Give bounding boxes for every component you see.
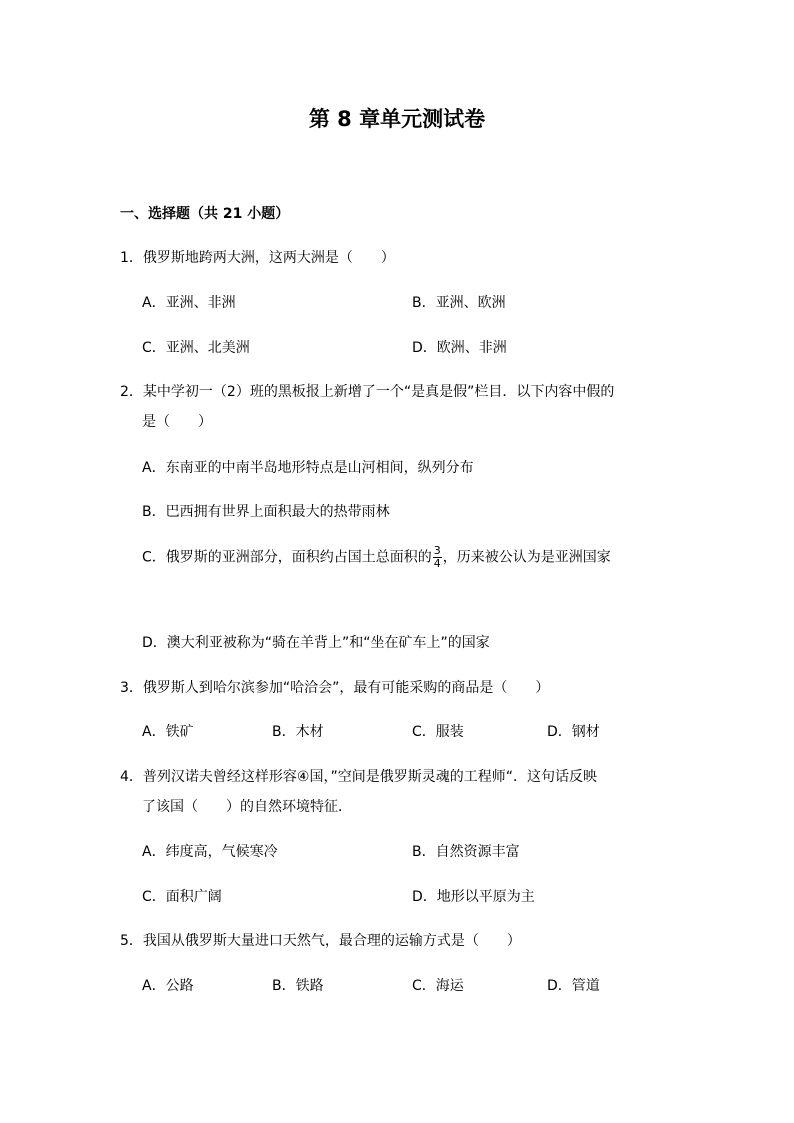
question-1-stem: 1．俄罗斯地跨两大洲，这两大洲是（ ） bbox=[120, 250, 395, 266]
question-5-option-d: D．管道 bbox=[547, 978, 600, 994]
question-2-stem-line-1: 2．某中学初一（2）班的黑板报上新增了一个“是真是假”栏目．以下内容中假的 bbox=[120, 384, 615, 400]
question-3-option-d: D．钢材 bbox=[547, 724, 600, 740]
question-4-stem-line-2: 了该国（ ）的自然环境特征． bbox=[142, 799, 352, 815]
question-3-option-c: C．服装 bbox=[412, 724, 464, 740]
question-2-option-c-tail: ，历来被公认为是亚洲国家 bbox=[442, 549, 611, 566]
question-4-option-c: C．面积广阔 bbox=[142, 889, 222, 905]
question-4-option-d: D．地形以平原为主 bbox=[412, 889, 535, 905]
question-4-option-a: A．纬度高，气候寒冷 bbox=[142, 844, 278, 860]
question-1-option-c: C．亚洲、北美洲 bbox=[142, 340, 250, 356]
question-5-stem: 5．我国从俄罗斯大量进口天然气，最合理的运输方式是（ ） bbox=[120, 933, 521, 949]
question-4-stem-line-1: 4．普列汉诺夫曾经这样形容④国，”空间是俄罗斯灵魂的工程师“．这句话反映 bbox=[120, 769, 597, 785]
fraction bbox=[433, 545, 442, 570]
question-2-option-d: D．澳大利亚被称为“骑在羊背上”和“坐在矿车上”的国家 bbox=[142, 635, 490, 651]
question-3-option-a: A．铁矿 bbox=[142, 724, 194, 740]
fraction-denominator: 4 bbox=[433, 557, 441, 570]
page-title: 第 8 章单元测试卷 bbox=[308, 107, 486, 131]
question-2-option-b: B．巴西拥有世界上面积最大的热带雨林 bbox=[142, 504, 390, 520]
section-heading: 一、选择题（共 21 小题） bbox=[120, 206, 290, 222]
question-1-option-b: B．亚洲、欧洲 bbox=[412, 295, 506, 311]
question-2-stem-line-2: 是（ ） bbox=[142, 414, 212, 430]
question-5-option-a: A．公路 bbox=[142, 978, 194, 994]
question-5-option-b: B．铁路 bbox=[272, 978, 324, 994]
question-1-option-d: D．欧洲、非洲 bbox=[412, 340, 507, 356]
question-5-option-c: C．海运 bbox=[412, 978, 464, 994]
question-3-stem: 3．俄罗斯人到哈尔滨参加“哈洽会”，最有可能采购的商品是（ ） bbox=[120, 680, 550, 696]
question-1-option-a: A．亚洲、非洲 bbox=[142, 295, 236, 311]
question-4-option-b: B．自然资源丰富 bbox=[412, 844, 520, 860]
question-2-option-a: A．东南亚的中南半岛地形特点是山河相间，纵列分布 bbox=[142, 460, 474, 476]
question-3-option-b: B．木材 bbox=[272, 724, 324, 740]
question-2-option-c bbox=[142, 545, 611, 570]
fraction-numerator: 3 bbox=[433, 544, 441, 557]
question-2-option-c-text: C．俄罗斯的亚洲部分，面积约占国土总面积的 bbox=[142, 549, 432, 566]
